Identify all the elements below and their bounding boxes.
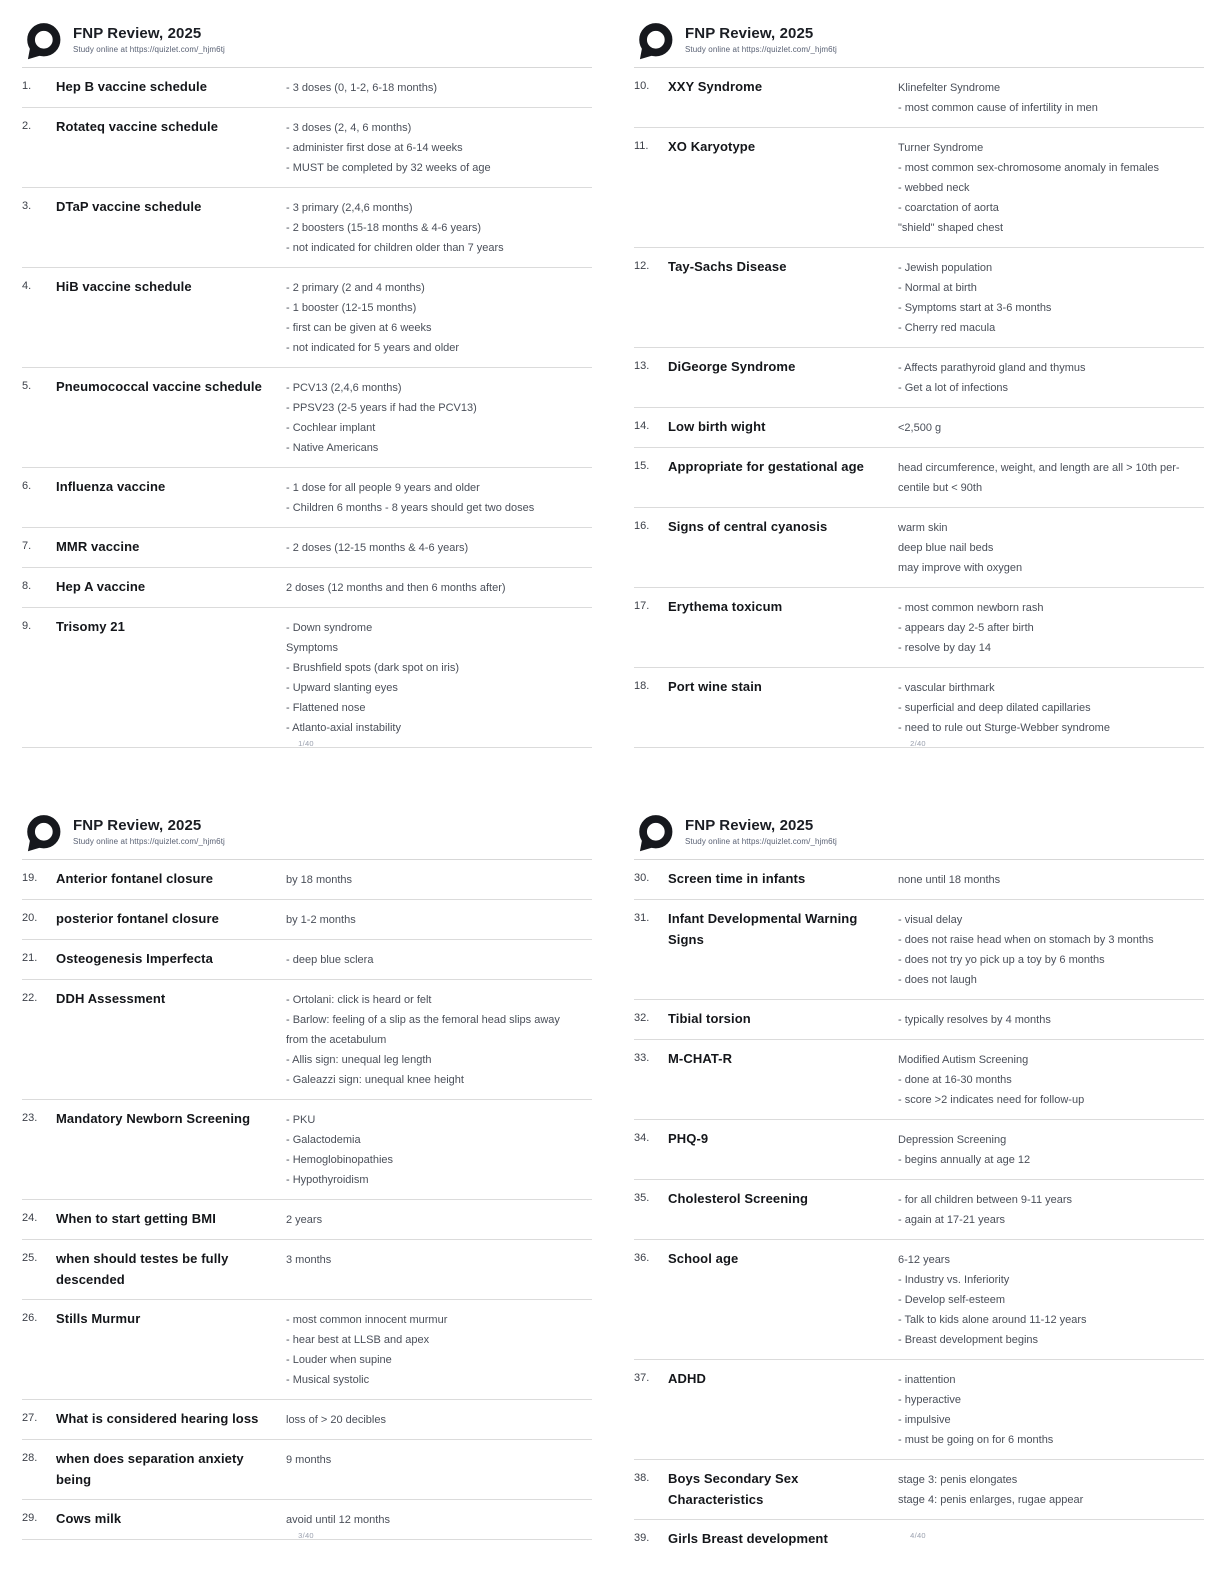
definition-line: - Allis sign: unequal leg length — [286, 1054, 432, 1066]
definition-line: - Barlow: feeling of a slip as the femoral head slips away — [286, 1014, 560, 1026]
term-text: Osteogenesis Imperfecta — [56, 951, 213, 966]
definition-text — [898, 416, 1204, 438]
term-row — [22, 568, 592, 608]
definition-text — [286, 1208, 592, 1230]
term-row — [22, 980, 592, 1100]
term-row — [634, 1180, 1204, 1240]
definition-text — [898, 908, 1204, 990]
definition-text — [898, 356, 1204, 398]
term-number: 26. — [22, 1312, 38, 1324]
header-text — [685, 814, 837, 846]
definition-line: - MUST be completed by 32 weeks of age — [286, 162, 491, 174]
definition-text — [286, 536, 592, 558]
definition-line: Klinefelter Syndrome — [898, 82, 1001, 94]
definition-line: stage 4: penis enlarges, rugae appear — [898, 1494, 1084, 1506]
header-text — [73, 22, 225, 54]
definition-line: - for all children between 9-11 years — [898, 1194, 1073, 1206]
term-text: Cholesterol Screening — [668, 1191, 809, 1206]
definition-text — [898, 1468, 1204, 1510]
term-row — [634, 128, 1204, 248]
header-text — [73, 814, 225, 846]
definition-line: - not indicated for children older than 7 years — [286, 242, 504, 254]
term-number: 32. — [634, 1012, 650, 1024]
term-row — [634, 248, 1204, 348]
term-number: 9. — [22, 620, 32, 632]
term-row — [634, 348, 1204, 408]
term-text: Tibial torsion — [668, 1011, 751, 1026]
definition-line: - Jewish population — [898, 262, 993, 274]
term-list — [634, 68, 1204, 748]
term-text: DiGeorge Syndrome — [668, 359, 796, 374]
term-text: MMR vaccine — [56, 539, 140, 554]
term-row — [634, 1040, 1204, 1120]
term-number: 33. — [634, 1052, 650, 1064]
page-title: FNP Review, 2025 — [685, 817, 814, 834]
definition-text — [286, 76, 592, 98]
definition-line: - Hemoglobinopathies — [286, 1154, 394, 1166]
term-number: 5. — [22, 380, 32, 392]
definition-line: - 2 boosters (15-18 months & 4-6 years) — [286, 222, 482, 234]
term-text: School age — [668, 1251, 739, 1266]
definition-line: - Native Americans — [286, 442, 379, 454]
definition-line: - Musical systolic — [286, 1374, 370, 1386]
definition-line: - 1 dose for all people 9 years and older — [286, 482, 480, 494]
quizlet-logo-icon — [634, 22, 674, 62]
term-row — [22, 900, 592, 940]
definition-line: - Galactodemia — [286, 1134, 361, 1146]
study-online-link: Study online at https://quizlet.com/_hjm6tj — [73, 837, 225, 846]
term-row — [634, 1360, 1204, 1460]
term-row — [22, 468, 592, 528]
term-list — [634, 860, 1204, 1558]
definition-line: Depression Screening — [898, 1134, 1007, 1146]
term-text: When to start getting BMI — [56, 1211, 216, 1226]
definition-text — [286, 1408, 592, 1430]
page-header — [22, 814, 592, 860]
definition-line: may improve with oxygen — [898, 562, 1023, 574]
definition-line: 9 months — [286, 1454, 332, 1466]
term-text: Appropriate for gestational age — [668, 459, 864, 474]
term-number: 28. — [22, 1452, 38, 1464]
term-number: 38. — [634, 1472, 650, 1484]
definition-line: - 1 booster (12-15 months) — [286, 302, 417, 314]
definition-text — [898, 256, 1204, 338]
page-number: 3/40 — [298, 1531, 314, 1540]
term-text: Tay-Sachs Disease — [668, 259, 787, 274]
definition-line: - Cochlear implant — [286, 422, 376, 434]
definition-line: - Talk to kids alone around 11-12 years — [898, 1314, 1087, 1326]
definition-line: "shield" shaped chest — [898, 222, 1004, 234]
term-row — [22, 268, 592, 368]
page-header — [634, 814, 1204, 860]
term-row — [22, 940, 592, 980]
definition-text — [286, 276, 592, 358]
definition-line: by 18 months — [286, 874, 353, 886]
definition-line: - Louder when supine — [286, 1354, 392, 1366]
definition-line: - Breast development begins — [898, 1334, 1039, 1346]
definition-text — [898, 676, 1204, 738]
definition-line: Turner Syndrome — [898, 142, 984, 154]
term-text: Anterior fontanel closure — [56, 871, 214, 886]
term-row — [22, 188, 592, 268]
study-sheet-page — [0, 792, 612, 1584]
definition-line: - Affects parathyroid gland and thymus — [898, 362, 1086, 374]
term-text: Erythema toxicum — [668, 599, 783, 614]
term-row — [22, 1240, 592, 1300]
definition-line: <2,500 g — [898, 422, 942, 434]
definition-line: Symptoms — [286, 642, 338, 654]
definition-line: - impulsive — [898, 1414, 951, 1426]
term-row — [22, 1300, 592, 1400]
term-row — [22, 1100, 592, 1200]
definition-line: - 3 primary (2,4,6 months) — [286, 202, 413, 214]
term-number: 11. — [634, 140, 649, 152]
page-title: FNP Review, 2025 — [685, 25, 814, 42]
definition-line: - again at 17-21 years — [898, 1214, 1006, 1226]
term-text: Rotateq vaccine schedule — [56, 119, 219, 134]
term-number: 16. — [634, 520, 650, 532]
term-number: 30. — [634, 872, 650, 884]
term-number: 37. — [634, 1372, 650, 1384]
definition-line: 6-12 years — [898, 1254, 950, 1266]
definition-line: - Down syndrome — [286, 622, 373, 634]
definition-line: - first can be given at 6 weeks — [286, 322, 432, 334]
definition-text — [898, 596, 1204, 658]
term-text: Hep B vaccine schedule — [56, 79, 208, 94]
term-row — [634, 1120, 1204, 1180]
definition-text — [286, 868, 592, 890]
definition-line: - appears day 2-5 after birth — [898, 622, 1034, 634]
definition-line: 2 doses (12 months and then 6 months after) — [286, 582, 506, 594]
definition-text — [898, 1188, 1204, 1230]
quizlet-logo-icon — [22, 22, 62, 62]
term-row — [634, 668, 1204, 748]
study-sheet-page — [612, 0, 1224, 792]
term-text: Low birth wight — [668, 419, 766, 434]
term-text: Influenza vaccine — [56, 479, 166, 494]
definition-line: avoid until 12 months — [286, 1514, 390, 1526]
term-text: XXY Syndrome — [668, 79, 763, 94]
term-number: 24. — [22, 1212, 38, 1224]
term-row — [22, 860, 592, 900]
definition-line: - does not try yo pick up a toy by 6 months — [898, 954, 1105, 966]
definition-line: - Children 6 months - 8 years should get two doses — [286, 502, 535, 514]
definition-line: warm skin — [898, 522, 948, 534]
definition-line: - 2 primary (2 and 4 months) — [286, 282, 425, 294]
term-number: 27. — [22, 1412, 38, 1424]
definition-line: - done at 16-30 months — [898, 1074, 1012, 1086]
definition-line: - typically resolves by 4 months — [898, 1014, 1051, 1026]
definition-text — [898, 1048, 1204, 1110]
term-row — [22, 368, 592, 468]
page-title: FNP Review, 2025 — [73, 817, 202, 834]
term-number: 22. — [22, 992, 38, 1004]
definition-text — [286, 988, 592, 1090]
term-number: 8. — [22, 580, 32, 592]
term-text: when does separation anxiety being — [56, 1451, 244, 1487]
definition-line: - Get a lot of infections — [898, 382, 1009, 394]
definition-line: - not indicated for 5 years and older — [286, 342, 460, 354]
definition-text — [286, 1308, 592, 1390]
term-number: 17. — [634, 600, 650, 612]
definition-line: 3 months — [286, 1254, 332, 1266]
term-text: Port wine stain — [668, 679, 762, 694]
page-title: FNP Review, 2025 — [73, 25, 202, 42]
definition-line: - most common cause of infertility in men — [898, 102, 1098, 114]
definition-line: - inattention — [898, 1374, 956, 1386]
term-number: 10. — [634, 80, 650, 92]
term-text: Screen time in infants — [668, 871, 806, 886]
definition-text — [286, 616, 592, 738]
term-number: 14. — [634, 420, 650, 432]
definition-line: - webbed neck — [898, 182, 970, 194]
term-row — [634, 588, 1204, 668]
term-list — [22, 860, 592, 1540]
definition-line: - Cherry red macula — [898, 322, 996, 334]
term-text: Signs of central cyanosis — [668, 519, 828, 534]
term-number: 1. — [22, 80, 32, 92]
definition-line: - Normal at birth — [898, 282, 977, 294]
term-number: 3. — [22, 200, 32, 212]
quizlet-logo-icon — [634, 814, 674, 854]
definition-text — [286, 1108, 592, 1190]
term-text: XO Karyotype — [668, 139, 756, 154]
definition-line: - most common newborn rash — [898, 602, 1044, 614]
term-row — [22, 1400, 592, 1440]
study-online-link: Study online at https://quizlet.com/_hjm6tj — [685, 45, 837, 54]
term-row — [22, 1440, 592, 1500]
definition-line: - begins annually at age 12 — [898, 1154, 1031, 1166]
term-text: DDH Assessment — [56, 991, 166, 1006]
definition-line: - PPSV23 (2-5 years if had the PCV13) — [286, 402, 477, 414]
study-online-link: Study online at https://quizlet.com/_hjm6tj — [73, 45, 225, 54]
term-number: 39. — [634, 1532, 650, 1544]
page-header — [634, 22, 1204, 68]
term-text: Stills Murmur — [56, 1311, 141, 1326]
definition-line: - administer first dose at 6-14 weeks — [286, 142, 463, 154]
definition-line: - Galeazzi sign: unequal knee height — [286, 1074, 464, 1086]
term-number: 29. — [22, 1512, 38, 1524]
term-row — [634, 408, 1204, 448]
definition-line: loss of > 20 decibles — [286, 1414, 386, 1426]
header-text — [685, 22, 837, 54]
definition-text — [286, 1508, 592, 1530]
page-number: 1/40 — [298, 739, 314, 748]
definition-line: - PCV13 (2,4,6 months) — [286, 382, 402, 394]
definition-line: - does not laugh — [898, 974, 977, 986]
definition-line: from the acetabulum — [286, 1034, 387, 1046]
definition-text — [898, 1128, 1204, 1170]
definition-line: - does not raise head when on stomach by 3 months — [898, 934, 1154, 946]
definition-line: - 3 doses (0, 1-2, 6-18 months) — [286, 82, 438, 94]
term-number: 6. — [22, 480, 32, 492]
term-row — [634, 448, 1204, 508]
definition-text — [286, 196, 592, 258]
term-row — [634, 1460, 1204, 1520]
definition-line: - 2 doses (12-15 months & 4-6 years) — [286, 542, 469, 554]
term-number: 18. — [634, 680, 650, 692]
term-number: 23. — [22, 1112, 38, 1124]
term-number: 15. — [634, 460, 650, 472]
term-list — [22, 68, 592, 748]
definition-text — [898, 516, 1204, 578]
term-number: 34. — [634, 1132, 650, 1144]
term-text: Cows milk — [56, 1511, 122, 1526]
term-row — [22, 108, 592, 188]
term-text: Infant Developmental Warning Signs — [668, 911, 858, 947]
definition-text — [286, 908, 592, 930]
definition-line: by 1-2 months — [286, 914, 356, 926]
term-text: Trisomy 21 — [56, 619, 125, 634]
definition-text — [898, 868, 1204, 890]
term-text: when should testes be fully descended — [56, 1251, 229, 1287]
definition-line: - PKU — [286, 1114, 316, 1126]
term-text: Hep A vaccine — [56, 579, 146, 594]
definition-line: - most common sex-chromosome anomaly in females — [898, 162, 1160, 174]
definition-text — [898, 1008, 1204, 1030]
definition-text — [898, 456, 1204, 498]
definition-line: - Hypothyroidism — [286, 1174, 369, 1186]
term-text: ADHD — [668, 1371, 706, 1386]
term-row — [22, 608, 592, 748]
quizlet-logo-icon — [22, 814, 62, 854]
definition-line: - most common innocent murmur — [286, 1314, 448, 1326]
definition-text — [286, 1248, 592, 1270]
definition-line: - hear best at LLSB and apex — [286, 1334, 430, 1346]
page-number: 2/40 — [910, 739, 926, 748]
term-text: Mandatory Newborn Screening — [56, 1111, 251, 1126]
definition-text — [898, 136, 1204, 238]
definition-line: - visual delay — [898, 914, 963, 926]
definition-line: - Atlanto-axial instability — [286, 722, 401, 734]
term-number: 2. — [22, 120, 32, 132]
study-sheet-page — [612, 792, 1224, 1584]
definition-line: - Ortolani: click is heard or felt — [286, 994, 432, 1006]
term-text: What is considered hearing loss — [56, 1411, 259, 1426]
definition-line: stage 3: penis elongates — [898, 1474, 1018, 1486]
term-row — [634, 860, 1204, 900]
term-number: 21. — [22, 952, 38, 964]
definition-line: - need to rule out Sturge-Webber syndrome — [898, 722, 1110, 734]
page-number: 4/40 — [910, 1531, 926, 1540]
definition-line: - superficial and deep dilated capillaries — [898, 702, 1091, 714]
term-text: DTaP vaccine schedule — [56, 199, 202, 214]
definition-line: none until 18 months — [898, 874, 1001, 886]
term-row — [22, 528, 592, 568]
definition-line: head circumference, weight, and length are all > 10th per- — [898, 462, 1180, 474]
definition-line: - Flattened nose — [286, 702, 366, 714]
definition-line: - deep blue sclera — [286, 954, 374, 966]
term-number: 36. — [634, 1252, 650, 1264]
term-number: 35. — [634, 1192, 650, 1204]
definition-line: Modified Autism Screening — [898, 1054, 1029, 1066]
definition-line: deep blue nail beds — [898, 542, 994, 554]
term-text: Girls Breast development — [668, 1531, 828, 1546]
definition-text — [898, 1528, 1204, 1530]
definition-line: - vascular birthmark — [898, 682, 995, 694]
term-text: M-CHAT-R — [668, 1051, 733, 1066]
term-row — [22, 68, 592, 108]
term-number: 19. — [22, 872, 38, 884]
term-number: 20. — [22, 912, 38, 924]
term-row — [634, 1240, 1204, 1360]
term-text: HiB vaccine schedule — [56, 279, 192, 294]
definition-line: - score >2 indicates need for follow-up — [898, 1094, 1085, 1106]
definition-line: - 3 doses (2, 4, 6 months) — [286, 122, 412, 134]
term-text: posterior fontanel closure — [56, 911, 219, 926]
term-number: 7. — [22, 540, 32, 552]
definition-text — [286, 1448, 592, 1470]
page-header — [22, 22, 592, 68]
definition-text — [286, 576, 592, 598]
term-number: 4. — [22, 280, 32, 292]
term-number: 31. — [634, 912, 650, 924]
definition-line: - must be going on for 6 months — [898, 1434, 1054, 1446]
definition-text — [898, 76, 1204, 118]
term-row — [22, 1200, 592, 1240]
term-number: 12. — [634, 260, 650, 272]
term-row — [634, 68, 1204, 128]
definition-text — [898, 1368, 1204, 1450]
definition-line: - Develop self-esteem — [898, 1294, 1005, 1306]
definition-line: - Upward slanting eyes — [286, 682, 398, 694]
definition-line: centile but < 90th — [898, 482, 983, 494]
definition-line: - resolve by day 14 — [898, 642, 991, 654]
term-text: Pneumococcal vaccine schedule — [56, 379, 262, 394]
definition-text — [286, 376, 592, 458]
term-row — [634, 508, 1204, 588]
definition-line: - Industry vs. Inferiority — [898, 1274, 1010, 1286]
definition-text — [286, 476, 592, 518]
study-online-link: Study online at https://quizlet.com/_hjm6tj — [685, 837, 837, 846]
definition-line: - hyperactive — [898, 1394, 961, 1406]
definition-text — [286, 116, 592, 178]
term-number: 25. — [22, 1252, 38, 1264]
definition-line: 2 years — [286, 1214, 323, 1226]
definition-text — [898, 1248, 1204, 1350]
definition-line: - Symptoms start at 3-6 months — [898, 302, 1052, 314]
term-row — [634, 900, 1204, 1000]
term-text: PHQ-9 — [668, 1131, 709, 1146]
definition-text — [286, 948, 592, 970]
definition-line: - coarctation of aorta — [898, 202, 999, 214]
study-sheet-page — [0, 0, 612, 792]
term-text: Boys Secondary Sex Characteristics — [668, 1471, 799, 1507]
term-number: 13. — [634, 360, 650, 372]
term-row — [634, 1000, 1204, 1040]
definition-line: - Brushfield spots (dark spot on iris) — [286, 662, 460, 674]
